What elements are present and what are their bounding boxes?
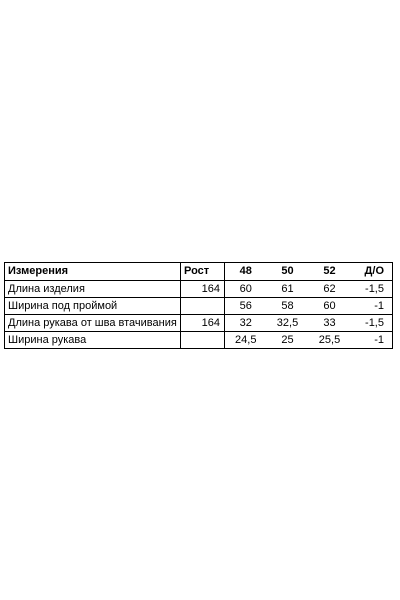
size-52-value: 62 — [309, 281, 351, 298]
tolerance-value: -1,5 — [351, 315, 393, 332]
header-measurements: Измерения — [5, 263, 181, 281]
header-tolerance: Д/О — [351, 263, 393, 281]
height-value: 164 — [181, 315, 225, 332]
size-50-value: 32,5 — [267, 315, 309, 332]
height-value: 164 — [181, 281, 225, 298]
height-value — [181, 332, 225, 349]
header-size-48: 48 — [225, 263, 267, 281]
size-chart-table — [4, 262, 393, 349]
measurement-name: Длина рукава от шва втачивания — [5, 315, 181, 332]
size-50-value: 58 — [267, 298, 309, 315]
size-52-value: 33 — [309, 315, 351, 332]
size-48-value: 60 — [225, 281, 267, 298]
header-height: Рост — [181, 263, 225, 281]
table-row — [5, 281, 393, 298]
measurement-name: Длина изделия — [5, 281, 181, 298]
size-50-value: 61 — [267, 281, 309, 298]
height-value — [181, 298, 225, 315]
size-48-value: 32 — [225, 315, 267, 332]
tolerance-value: -1,5 — [351, 281, 393, 298]
size-52-value: 60 — [309, 298, 351, 315]
tolerance-value: -1 — [351, 332, 393, 349]
size-50-value: 25 — [267, 332, 309, 349]
header-size-50: 50 — [267, 263, 309, 281]
size-48-value: 56 — [225, 298, 267, 315]
table-row — [5, 298, 393, 315]
measurement-name: Ширина рукава — [5, 332, 181, 349]
table-header-row — [5, 263, 393, 281]
table-row — [5, 332, 393, 349]
header-size-52: 52 — [309, 263, 351, 281]
table-row — [5, 315, 393, 332]
size-48-value: 24,5 — [225, 332, 267, 349]
size-52-value: 25,5 — [309, 332, 351, 349]
measurement-name: Ширина под проймой — [5, 298, 181, 315]
tolerance-value: -1 — [351, 298, 393, 315]
